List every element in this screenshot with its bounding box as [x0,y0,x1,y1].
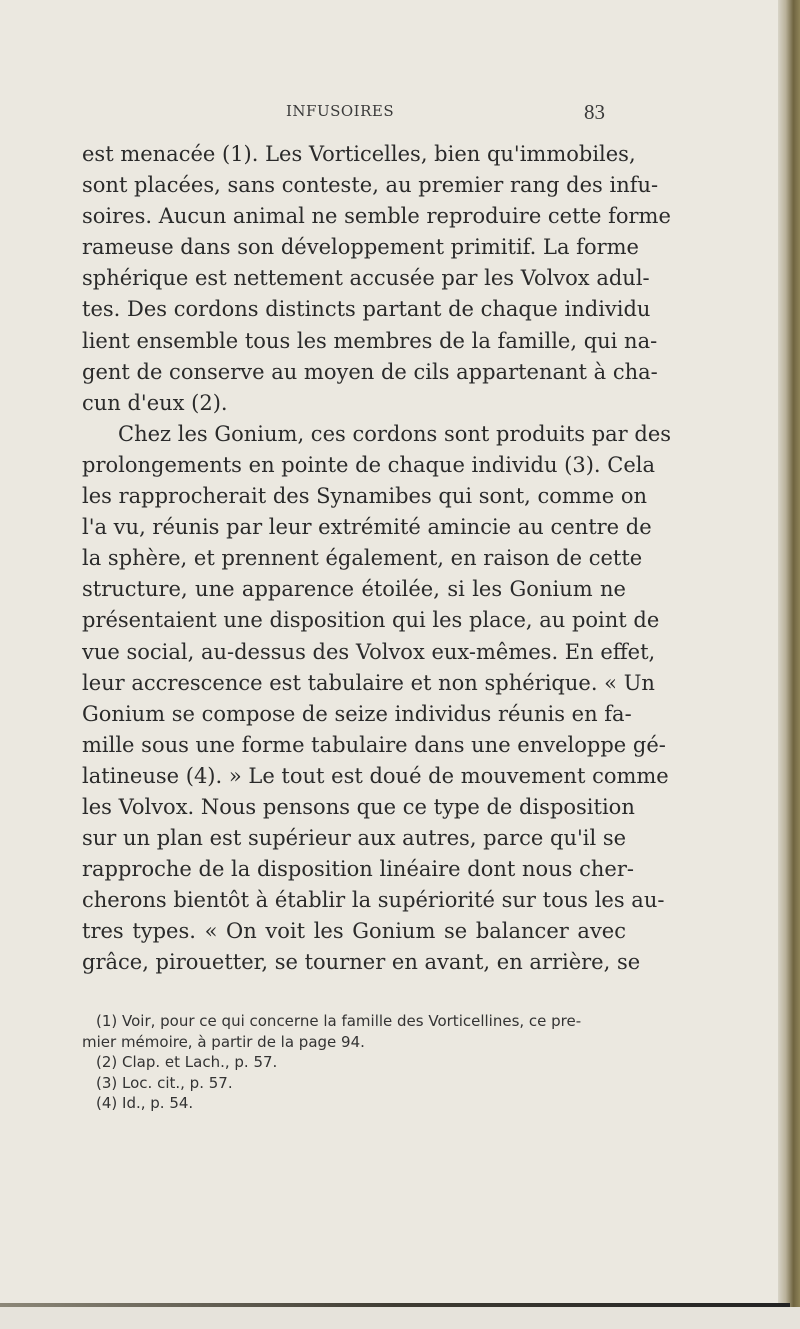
text-line: vue social, au-dessus des Volvox eux-mêmes. En effet, [82,639,656,664]
text-line: tes. Des cordons distincts partant de chaque individu [82,297,651,322]
text-line: sphérique est nettement accusée par les Volvox adul- [82,266,650,291]
footnote-2: (2) Clap. et Lach., p. 57. [96,1053,278,1071]
running-head: INFUSOIRES [286,102,395,120]
text-line: les rapprocherait des Synamibes qui sont, comme on [82,484,647,509]
paragraph-end-line: cun d'eux (2). [82,390,228,415]
text-line: est menacée (1). Les Vorticelles, bien qu'immobiles, [82,142,636,166]
page-header [0,100,800,124]
text-line: l'a vu, réunis par leur extrémité amincie au centre de [82,515,652,540]
text-line: les Volvox. Nous pensons que ce type de disposition [82,794,635,819]
text-line: prolongements en pointe de chaque individu (3). Cela [82,452,656,477]
text-line: la sphère, et prennent également, en raison de cette [82,546,643,571]
text-line: structure, une apparence étoilée, si les Gonium ne [82,577,626,602]
footnotes [82,1011,626,1114]
text-line: présentaient une disposition qui les place, au point de [82,608,660,633]
body-text [82,139,672,979]
text-line: Gonium se compose de seize individus réunis en fa- [82,701,632,726]
text-line: lient ensemble tous les membres de la famille, qui na- [82,328,658,353]
text-line: leur accrescence est tabulaire et non sphérique. « Un [82,670,655,695]
text-line: sont placées, sans conteste, au premier rang des infu- [82,173,659,198]
page-number: 83 [584,100,605,124]
footnote-1-continuation: mier mémoire, à partir de la page 94. [82,1032,365,1051]
text-line: sur un plan est supérieur aux autres, parce qu'il se [82,826,627,851]
text-line: rameuse dans son développement primitif. La forme [82,235,639,260]
footnote-4: (4) Id., p. 54. [96,1094,194,1112]
text-line: gent de conserve au moyen de cils appartenant à cha- [82,359,658,384]
text-line: tres types. « On voit les Gonium se balancer avec [82,919,626,944]
paragraph-start-line: Chez les Gonium, ces cordons sont produits par des [118,421,672,446]
page-bottom-margin [0,1307,800,1329]
footnote-1: (1) Voir, pour ce qui concerne la famille des Vorticellines, ce pre- [96,1012,582,1030]
text-line: cherons bientôt à établir la supériorité sur tous les au- [82,888,665,913]
text-line: rapproche de la disposition linéaire dont nous cher- [82,857,634,882]
text-line: soires. Aucun animal ne semble reproduire cette forme [82,204,671,229]
text-line: latineuse (4). » Le tout est doué de mouvement comme [82,763,669,788]
footnote-3: (3) Loc. cit., p. 57. [96,1073,233,1092]
text-line: grâce, pirouetter, se tourner en avant, en arrière, se [82,950,641,975]
text-line: mille sous une forme tabulaire dans une enveloppe gé- [82,732,666,757]
page-edge [778,0,800,1329]
